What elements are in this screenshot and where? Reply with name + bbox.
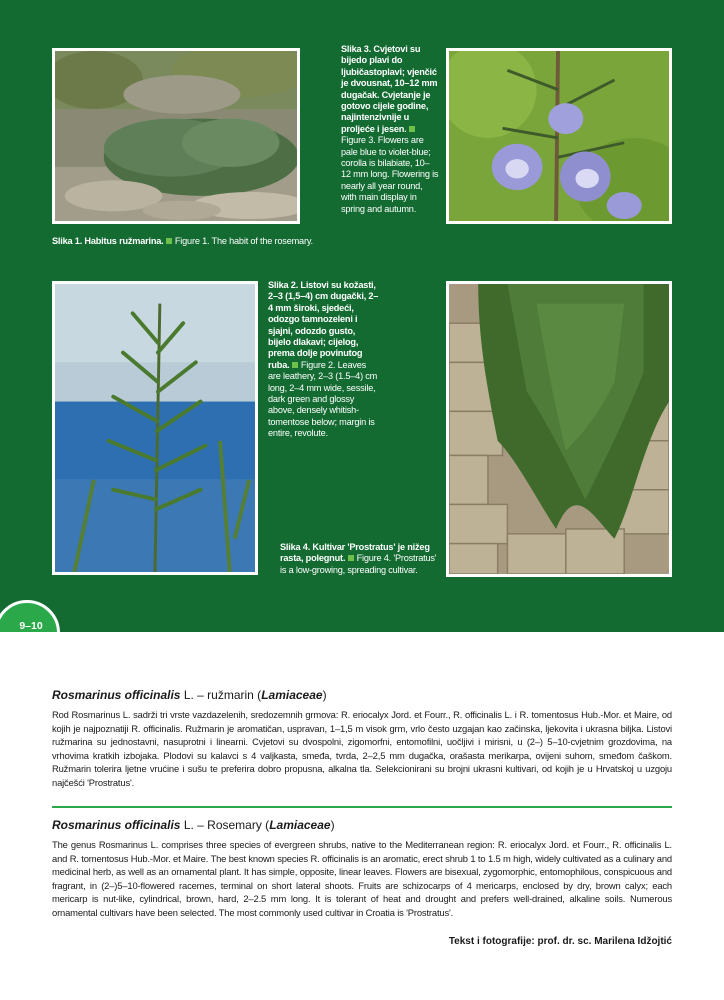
species-name: Rosmarinus officinalis <box>52 818 181 832</box>
english-section <box>52 818 672 919</box>
square-bullet-icon <box>409 126 415 132</box>
figure-2-caption <box>268 280 380 440</box>
heading-close: ) <box>322 688 327 702</box>
species-name: Rosmarinus officinalis <box>52 688 181 702</box>
issue-number: 9–10 <box>19 620 43 632</box>
family-name: Lamiaceae <box>269 818 331 832</box>
figure-4-photo <box>446 281 672 577</box>
figure-1-caption <box>52 236 352 247</box>
figure-3-caption-hr: Slika 3. Cvjetovi su bijedo plavi do ljubičastoplavi; vjenčić je dvousnat, 10–12 mm dugačak. Cvjetanje je gotovo cijele godine, najintenzivnije u proljeće i jesen. <box>341 44 438 134</box>
square-bullet-icon <box>166 238 172 244</box>
figure-1-caption-en: Figure 1. The habit of the rosemary. <box>174 236 313 246</box>
figure-3-caption <box>341 44 439 215</box>
section-divider <box>52 806 672 808</box>
heading-common-name: L. – ružmarin ( <box>180 688 262 702</box>
prostratus-wall-image <box>449 284 669 574</box>
figure-3-caption-en: Figure 3. Flowers are pale blue to violet-blue; corolla is bilabiate, 10–12 mm long. Flowering is nearly all year round, with main display in spring and autumn. <box>341 135 439 214</box>
figure-2-caption-en: Figure 2. Leaves are leathery, 2–3 (1.5–4) cm long, 2–4 mm wide, sessile, dark green and glossy above, densely whitish-tomentose below; margin is entire, revolute. <box>268 359 378 439</box>
text-panel <box>0 632 724 1000</box>
heading-common-name: L. – Rosemary ( <box>180 818 270 832</box>
figure-1-photo <box>52 48 300 224</box>
figure-4-caption-hr: Slika 4. Kultivar 'Prostratus' je nižeg rasta, polegnut. <box>280 542 430 564</box>
figure-2-caption-hr: Slika 2. Listovi su kožasti, 2–3 (1,5–4) cm dugački, 2–4 mm široki, sjedeći, odozgo tamnozeleni i sjajni, odozdo gusto, bijelo dlakavi; cijelog, prema dolje povinutog ruba. <box>268 280 379 370</box>
english-heading <box>52 818 672 832</box>
english-body: The genus Rosmarinus L. comprises three species of evergreen shrubs, native to the Mediterranean region: R. eriocalyx Jord. et Fourr., R. officinalis L. and R. tomentosus Hub.-Mor. et Maire. The best known species R. officinalis is an aromatic, erect shrub 1 to 1.5 m high, widely cultivated as a culinary and medicinal herb, as well as an ornamental plant. It has simple, opposite, linear leaves. Flowers are bisexual, zygomorphic, entomophilous, conspicuous and fragrant, in (2–)5–10-flowered racemes, terminal on short lateral shoots. Fruits are schizocarps of 4 mericarps, enclosed by dry, brown calyx; each mericarp is nut-like, cylindrical, brown, hard, 2–2.5 mm long. It is tolerant of heat and drought and prefers well-drained, alkaline soils. Numerous ornamental cultivars have been selected. The most commonly used cultivar in Croatia is 'Prostratus'. <box>52 839 672 918</box>
figure-4-caption <box>280 542 440 576</box>
figure-2-photo <box>52 281 258 575</box>
figure-1-caption-hr: Slika 1. Habitus ružmarina. <box>52 236 164 246</box>
square-bullet-icon <box>292 362 298 368</box>
family-name: Lamiaceae <box>261 688 323 702</box>
croatian-section <box>52 688 672 789</box>
rosemary-habit-image <box>55 51 297 221</box>
croatian-body: Rod Rosmarinus L. sadrži tri vrste vazdazelenih, sredozemnih grmova: R. eriocalyx Jord. et Fourr., R. officinalis L. i R. tomentosus Hub.-Mor. et Maire, od kojih je najpoznatiji R. officinalis. Ružmarin je aromatičan, uspravan, 1–1,5 m visok grm, vrlo često uzgajan kao začinska, ljekovita i ukrasna biljka. Listovi ružmarina su jednostavni, nasuprotni i linearni. Cvjetovi su dvospolni, zigomorfni, entomofilni, uočljivi i mirisni, u (2–) 5–10-cvjetnim grozdovima, na vrhovima kratkih izbojaka. Plodovi su kalavci s 4 valjkasta, smeđa, tvrda, 2–2,5 mm dugačka, orašasta merikarpa, ovijeni suhom, smeđom čaškom. Ružmarin tolerira ljetne vrućine i sušu te preferira dobro propusna, alkalna tla. Selekcionirani su brojni ukrasni kultivari, od kojih je u Hrvatskoj u uzgoju najčešći 'Prostratus'. <box>52 709 672 788</box>
figure-4-caption-en: Figure 4. 'Prostratus' is a low-growing, spreading cultivar. <box>280 553 437 575</box>
figure-3-photo <box>446 48 672 224</box>
square-bullet-icon <box>348 555 354 561</box>
rosemary-leaves-image <box>55 284 255 572</box>
author-credit: Tekst i fotografije: prof. dr. sc. Marilena Idžojtić <box>448 936 672 947</box>
heading-close: ) <box>330 818 335 832</box>
croatian-heading <box>52 688 672 702</box>
rosemary-flowers-image <box>449 51 669 221</box>
